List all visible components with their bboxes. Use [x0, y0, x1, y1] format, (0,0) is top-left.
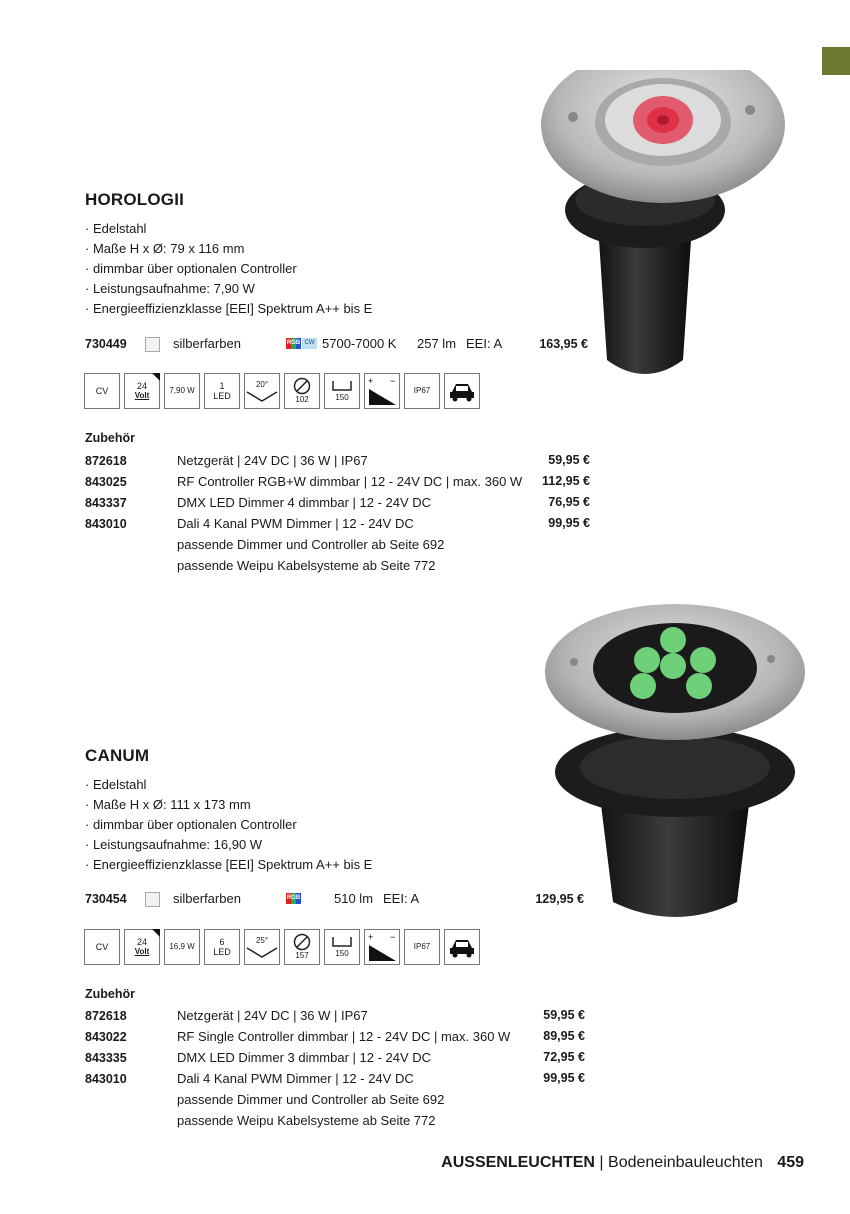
accessory-price: 72,95 € [543, 1050, 585, 1064]
accessory-note: passende Weipu Kabelsysteme ab Seite 772 [177, 1113, 436, 1128]
accessory-price: 89,95 € [543, 1029, 585, 1043]
volt-unit: Volt [134, 947, 150, 956]
accessory-note: passende Dimmer und Controller ab Seite 692 [177, 1092, 445, 1107]
depth-label: 150 [335, 949, 349, 958]
accessory-description: Dali 4 Kanal PWM Dimmer | 12 - 24V DC [177, 516, 414, 531]
accessory-row [85, 1005, 585, 1026]
feature-item: · Energieeffizienzklasse [EEI] Spektrum A++ bis E [85, 299, 372, 319]
accessory-article: 843025 [85, 475, 127, 489]
feature-item: · Maße H x Ø: 111 x 173 mm [85, 795, 372, 815]
accessory-price: 76,95 € [548, 495, 590, 509]
feature-item: · dimmbar über optionalen Controller [85, 815, 372, 835]
accessory-row [85, 492, 590, 513]
finish-label: silberfarben [173, 336, 241, 351]
accessory-description: Netzgerät | 24V DC | 36 W | IP67 [177, 453, 368, 468]
dimmable-icon [364, 373, 400, 409]
product-title: CANUM [85, 746, 150, 765]
footer-section: AUSSENLEUCHTEN [441, 1154, 595, 1171]
page-number: 459 [777, 1154, 804, 1171]
depth-label: 150 [335, 393, 349, 402]
cv-label: CV [95, 386, 109, 396]
footer-separator: | [599, 1154, 604, 1171]
canum-product-image [535, 602, 810, 927]
accessory-price: 99,95 € [543, 1071, 585, 1085]
angle-label: 20° [255, 380, 269, 389]
svg-text:−: − [390, 376, 396, 386]
accessory-note: passende Weipu Kabelsysteme ab Seite 772 [177, 558, 436, 573]
watt-label: 7,90 W [169, 386, 195, 395]
volt-unit: Volt [134, 391, 150, 400]
wattage-icon [164, 929, 200, 965]
accessory-description: DMX LED Dimmer 3 dimmbar | 12 - 24V DC [177, 1050, 432, 1065]
article-number: 730449 [85, 337, 127, 351]
accessory-article: 843022 [85, 1030, 127, 1044]
accessory-row [85, 513, 590, 534]
feature-list [85, 219, 372, 319]
feature-item: · Edelstahl [85, 775, 372, 795]
rgb-badge-icon: RGB [286, 338, 301, 349]
finish-swatch [145, 337, 160, 352]
accessories-table [85, 1005, 585, 1131]
feature-item: · Maße H x Ø: 79 x 116 mm [85, 239, 372, 259]
led-unit: LED [213, 391, 231, 401]
accessories-table [85, 450, 590, 576]
accessories-heading: Zubehör [85, 431, 135, 445]
accessory-row [85, 1026, 585, 1047]
footer-subsection: Bodeneinbauleuchten [608, 1154, 763, 1171]
angle-label: 25° [255, 936, 269, 945]
installation-depth-icon [324, 373, 360, 409]
cutout-diameter-icon [284, 929, 320, 965]
voltage-icon [124, 929, 160, 965]
drive-over-car-icon [444, 373, 480, 409]
ip-label: IP67 [413, 386, 431, 395]
lumen-value: 510 lm [334, 891, 374, 906]
led-number: 6 [219, 937, 225, 947]
svg-text:−: − [390, 932, 396, 942]
feature-item: · Energieeffizienzklasse [EEI] Spektrum A++ bis E [85, 855, 372, 875]
accessory-description: RF Controller RGB+W dimmbar | 12 - 24V DC | max. 360 W [177, 474, 523, 489]
feature-list [85, 775, 372, 875]
voltage-icon [124, 373, 160, 409]
accessory-price: 99,95 € [548, 516, 590, 530]
accessory-description: Dali 4 Kanal PWM Dimmer | 12 - 24V DC [177, 1071, 414, 1086]
accessory-description: DMX LED Dimmer 4 dimmbar | 12 - 24V DC [177, 495, 432, 510]
spec-icon-row [84, 373, 480, 409]
led-unit: LED [213, 947, 231, 957]
led-count-icon [204, 373, 240, 409]
drive-over-car-icon [444, 929, 480, 965]
accessory-price: 59,95 € [548, 453, 590, 467]
accessory-note: passende Dimmer und Controller ab Seite 692 [177, 537, 445, 552]
constant-voltage-icon [84, 929, 120, 965]
diameter-label: 102 [295, 395, 309, 404]
product-title: HOROLOGII [85, 190, 185, 209]
eei-rating: EEI: A [383, 891, 420, 906]
accessory-price: 59,95 € [543, 1008, 585, 1022]
feature-item: · Leistungsaufnahme: 7,90 W [85, 279, 372, 299]
led-count-icon [204, 929, 240, 965]
beam-angle-icon [244, 929, 280, 965]
accessory-article: 843337 [85, 496, 127, 510]
accessory-row [85, 1047, 585, 1068]
feature-item: · Edelstahl [85, 219, 372, 239]
color-temperature: 5700-7000 K [322, 336, 397, 351]
feature-item: · dimmbar über optionalen Controller [85, 259, 372, 279]
accessory-article: 843335 [85, 1051, 127, 1065]
diameter-label: 157 [295, 951, 309, 960]
watt-label: 16,9 W [169, 942, 195, 951]
accessories-heading: Zubehör [85, 987, 135, 1001]
cv-label: CV [95, 942, 109, 952]
wattage-icon [164, 373, 200, 409]
section-tab-marker [822, 47, 850, 75]
accessory-price: 112,95 € [542, 474, 590, 488]
product-price: 163,95 € [539, 337, 588, 351]
led-number: 1 [219, 381, 225, 391]
svg-text:+: + [368, 376, 374, 386]
ip-rating-icon [404, 373, 440, 409]
volt-number: 24 [136, 937, 147, 947]
accessory-article: 843010 [85, 1072, 127, 1086]
article-number: 730454 [85, 892, 127, 906]
accessory-description: Netzgerät | 24V DC | 36 W | IP67 [177, 1008, 368, 1023]
cutout-diameter-icon [284, 373, 320, 409]
ip-label: IP67 [413, 942, 431, 951]
page-footer [441, 1154, 804, 1172]
lumen-value: 257 lm [417, 336, 457, 351]
accessory-article: 843010 [85, 517, 127, 531]
accessory-row [85, 1068, 585, 1089]
beam-angle-icon [244, 373, 280, 409]
finish-label: silberfarben [173, 891, 241, 906]
cw-badge-icon: CW [302, 338, 317, 349]
finish-swatch [145, 892, 160, 907]
eei-rating: EEI: A [466, 336, 503, 351]
spec-icon-row [84, 929, 480, 965]
installation-depth-icon [324, 929, 360, 965]
accessory-article: 872618 [85, 1009, 127, 1023]
volt-number: 24 [136, 381, 147, 391]
accessory-row [85, 471, 590, 492]
accessory-row [85, 450, 590, 471]
feature-item: · Leistungsaufnahme: 16,90 W [85, 835, 372, 855]
constant-voltage-icon [84, 373, 120, 409]
rgb-badge-icon: RGB [286, 893, 301, 904]
dimmable-icon [364, 929, 400, 965]
product-price: 129,95 € [535, 892, 584, 906]
svg-text:+: + [368, 932, 374, 942]
accessory-description: RF Single Controller dimmbar | 12 - 24V DC | max. 360 W [177, 1029, 511, 1044]
ip-rating-icon [404, 929, 440, 965]
accessory-article: 872618 [85, 454, 127, 468]
